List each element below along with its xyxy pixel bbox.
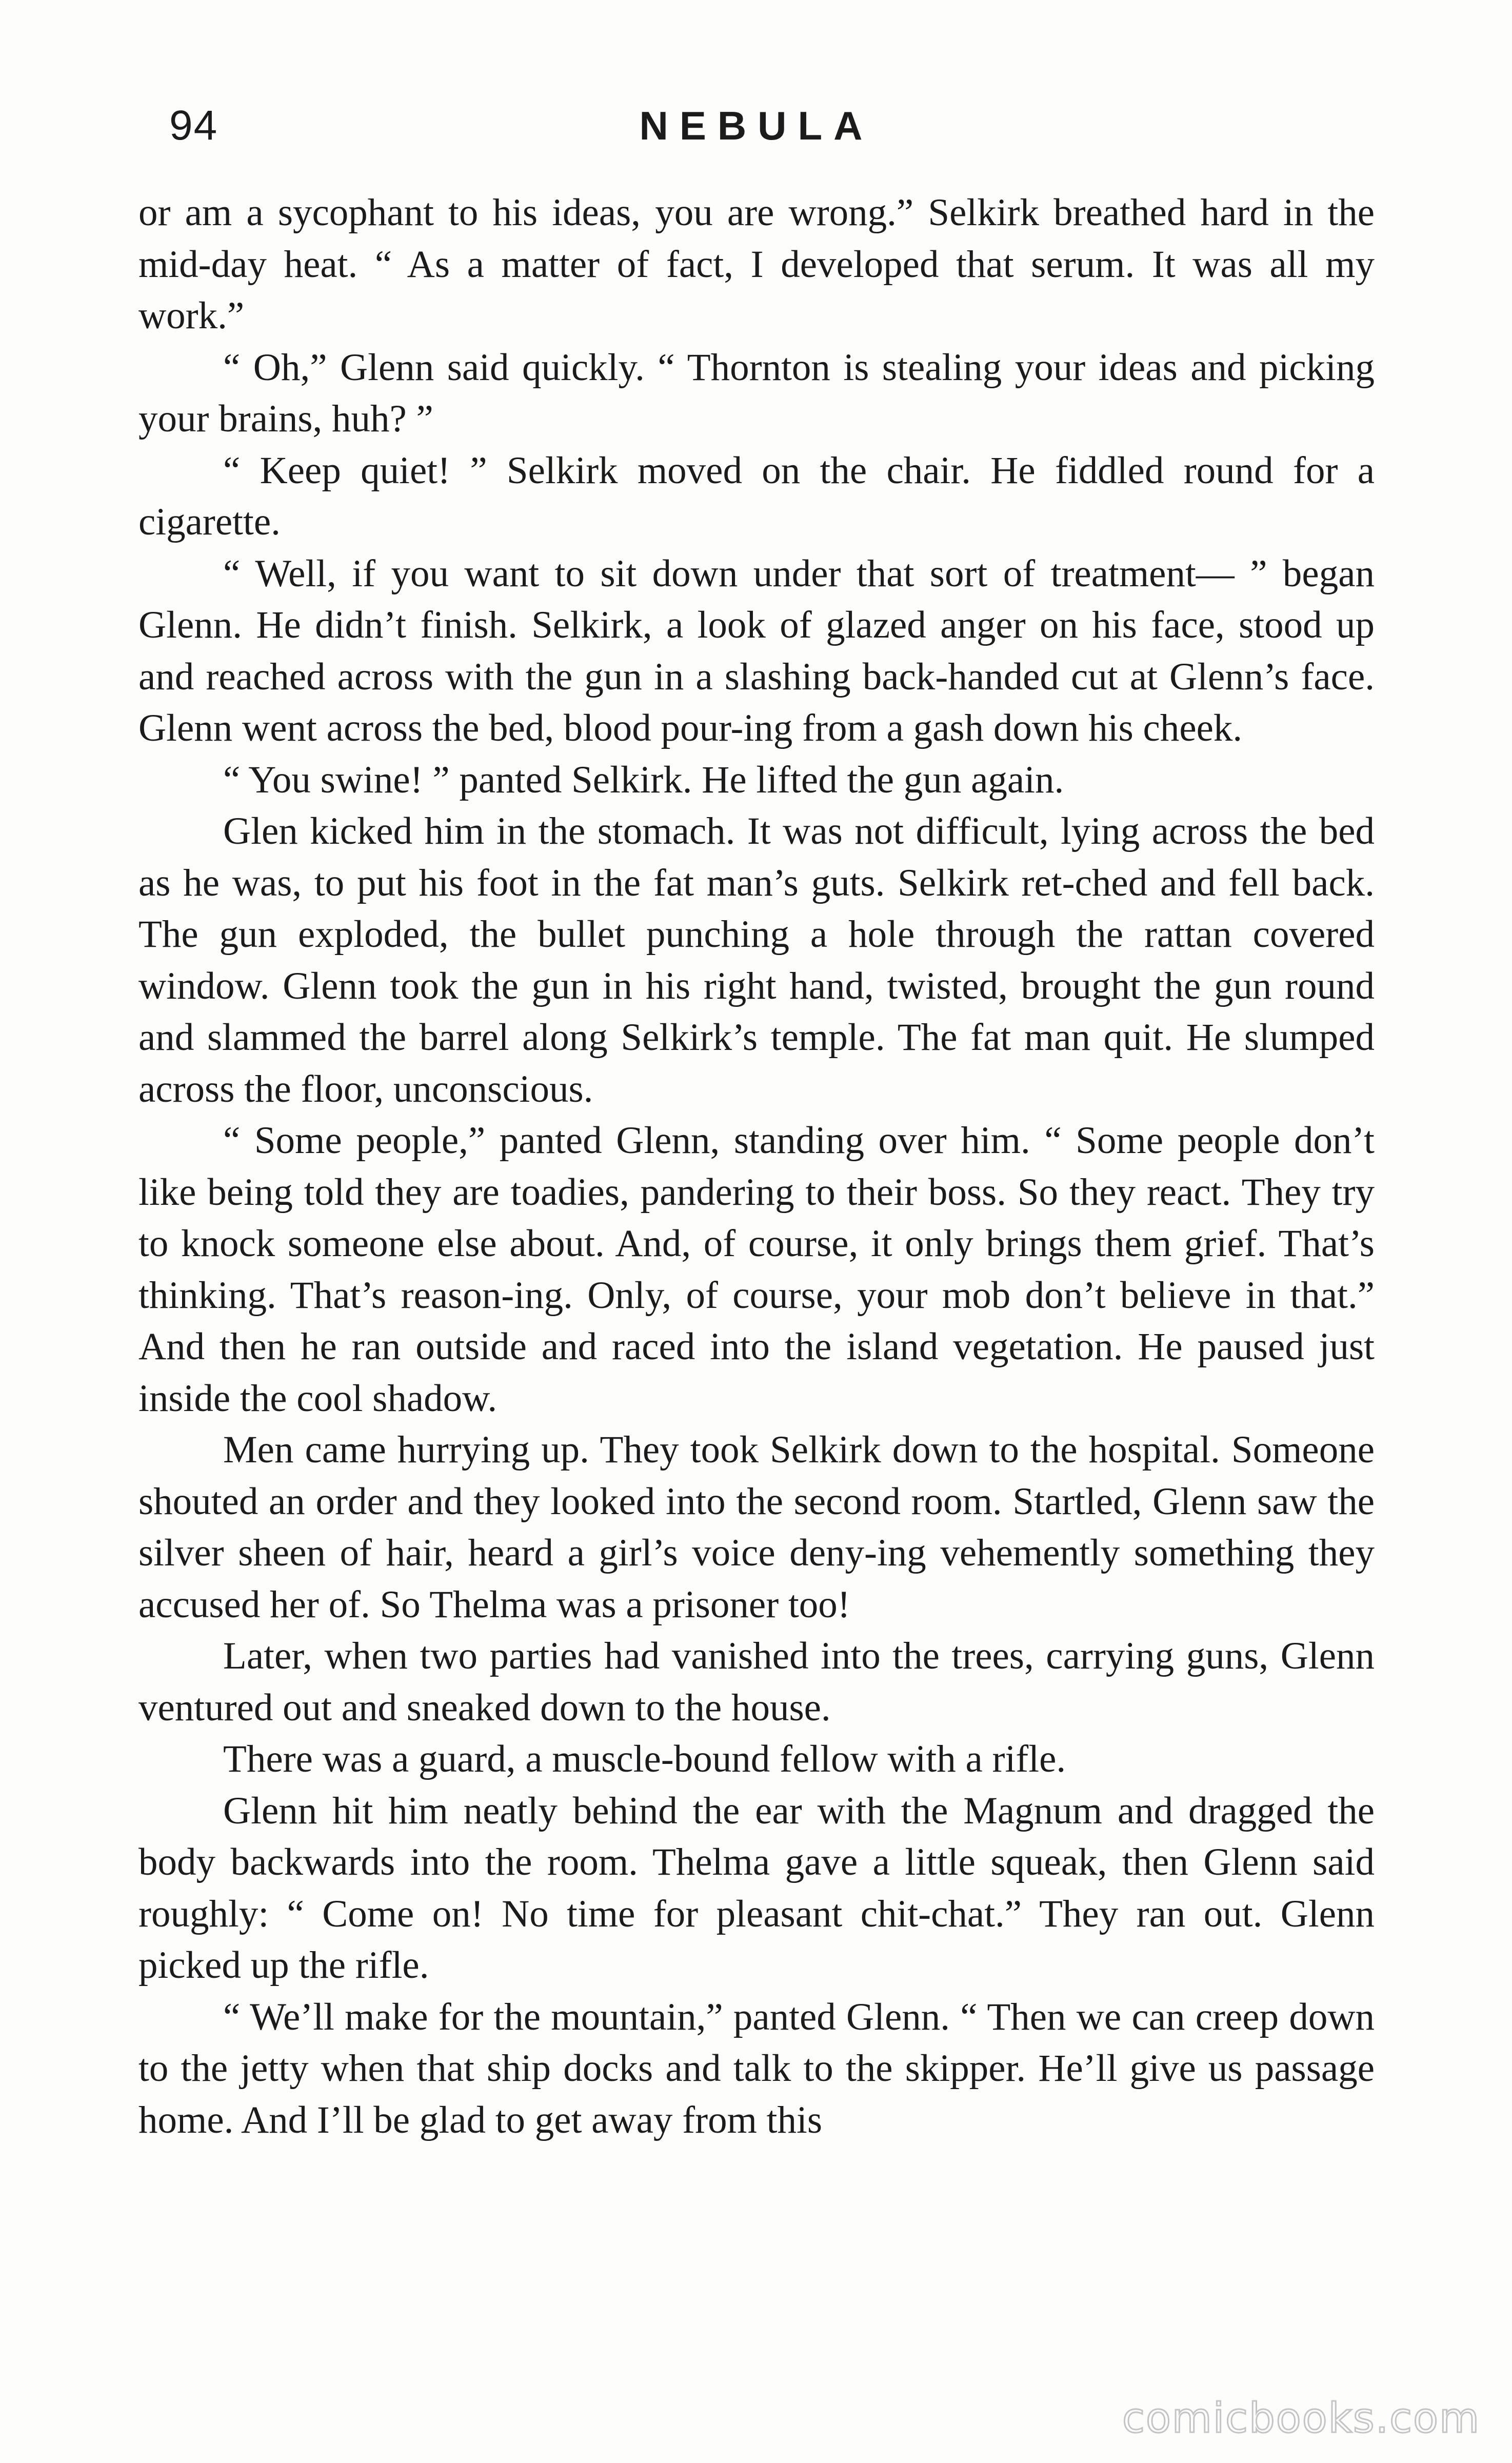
paragraph: Men came hurrying up. They took Selkirk down to the hospital. Someone shouted an order and they looked into the second room. Startled, Glenn saw the silver sheen of hair, heard a girl’s voice deny-ing vehemently something they accused her of. So Thelma was a prisoner too!	[138, 1428, 1375, 1626]
paragraph: “ We’ll make for the mountain,” panted Glenn. “ Then we can creep down to the jetty when that ship docks and talk to the skipper. He’ll give us passage home. And I’ll be glad to get away from this	[138, 1995, 1375, 2141]
page-header	[138, 95, 1375, 162]
paragraph: “ Keep quiet! ” Selkirk moved on the chair. He fiddled round for a cigarette.	[138, 449, 1375, 543]
paragraph: “ Well, if you want to sit down under that sort of treatment— ” began Glenn. He didn’t finish. Selkirk, a look of glazed anger on his face, stood up and reached across with the gun in a slashing back-handed cut at Glenn’s face. Glenn went across the bed, blood pour-ing from a gash down his cheek.	[138, 552, 1375, 749]
paragraph: “ You swine! ” panted Selkirk. He lifted the gun again.	[223, 758, 1064, 801]
paragraph: There was a guard, a muscle-bound fellow with a rifle.	[223, 1738, 1066, 1780]
paragraph-continuation: or am a sycophant to his ideas, you are wrong.” Selkirk breathed hard in the mid-day heat. “ As a matter of fact, I developed that serum. It was all my work.”	[138, 191, 1375, 337]
paragraph: Glen kicked him in the stomach. It was not difficult, lying across the bed as he was, to put his foot in the fat man’s guts. Selkirk ret-ched and fell back. The gun exploded, the bullet punching a hole through the rattan covered window. Glenn took the gun in his right hand, twisted, brought the gun round and slammed the barrel along Selkirk’s temple. The fat man quit. He slumped across the floor, unconscious.	[138, 810, 1375, 1110]
page-number: 94	[169, 102, 218, 149]
paragraph: Later, when two parties had vanished into the trees, carrying guns, Glenn ventured out and sneaked down to the house.	[138, 1635, 1375, 1729]
paragraph: “ Some people,” panted Glenn, standing over him. “ Some people don’t like being told they are toadies, pandering to their boss. So they react. They try to knock someone else about. And, of course, it only brings them grief. That’s thinking. That’s reason-ing. Only, of course, your mob don’t believe in that.” And then he ran outside and raced into the island vegetation. He paused just inside the cool shadow.	[138, 1119, 1375, 1420]
watermark: comicbooks.com	[1122, 2394, 1480, 2442]
body-text	[138, 187, 1375, 2146]
paragraph: “ Oh,” Glenn said quickly. “ Thornton is stealing your ideas and picking your brains, huh? ”	[138, 346, 1375, 440]
running-title: NEBULA	[639, 103, 874, 148]
paragraph: Glenn hit him neatly behind the ear with the Magnum and dragged the body backwards into the room. Thelma gave a little squeak, then Glenn said roughly: “ Come on! No time for pleasant chit-chat.” They ran out. Glenn picked up the rifle.	[138, 1789, 1375, 1987]
